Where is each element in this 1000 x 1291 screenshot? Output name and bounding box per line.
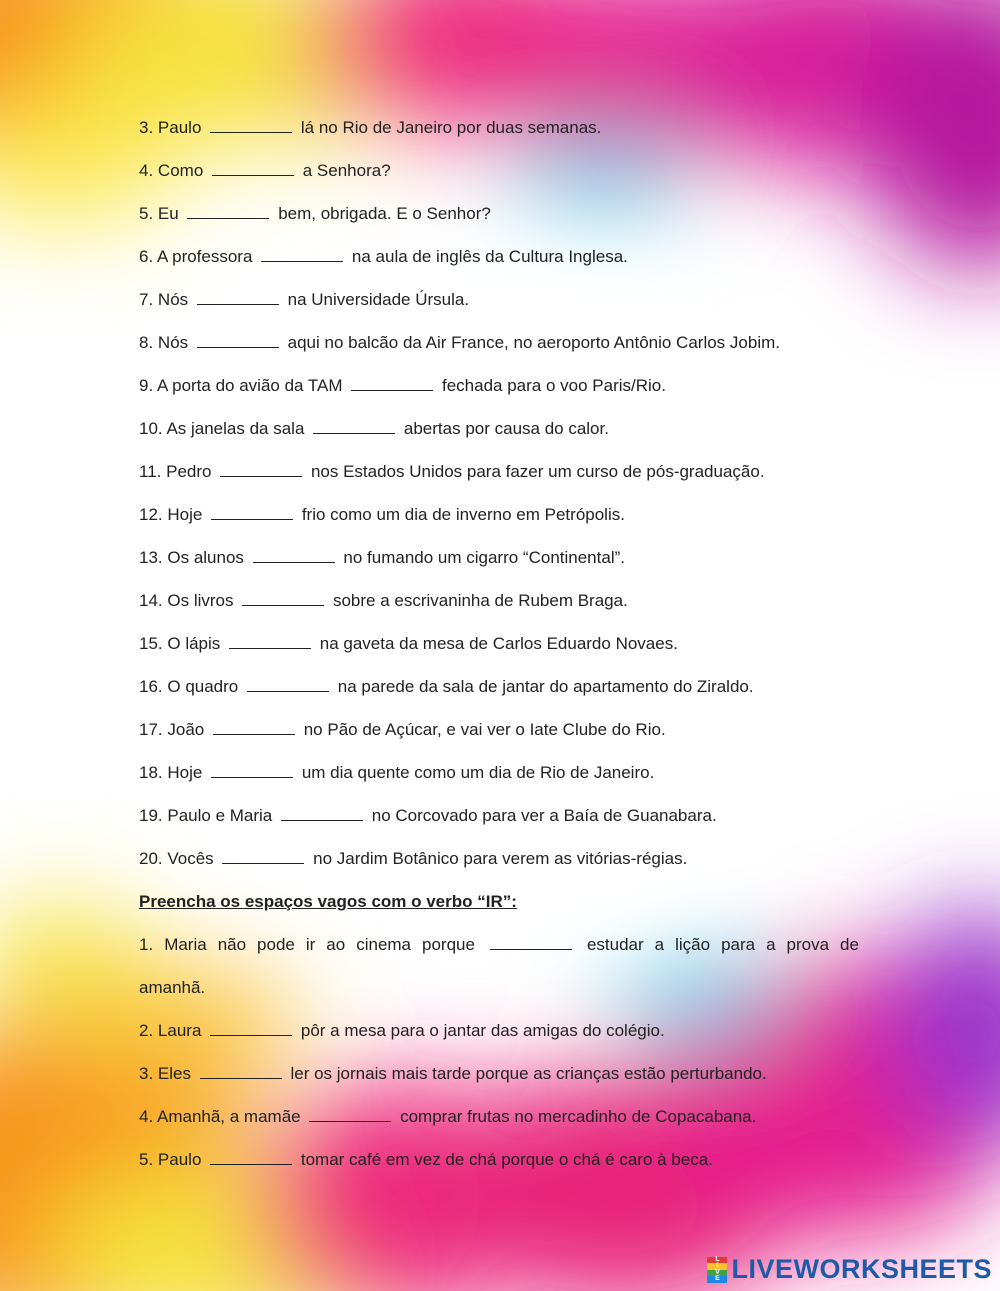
- question-text-before: Como: [157, 161, 204, 180]
- question-number: 5.: [139, 1150, 154, 1169]
- question-number: 8.: [139, 333, 154, 352]
- question-text-after: nos Estados Unidos para fazer um curso de pós-graduação.: [310, 462, 765, 481]
- question-text-after: no Jardim Botânico para verem as vitórias-régias.: [313, 849, 688, 868]
- question-number: 7.: [139, 290, 154, 309]
- question-text-after: tomar café em vez de chá porque o chá é caro à beca.: [300, 1150, 713, 1169]
- question-8: [139, 333, 780, 353]
- answer-blank[interactable]: [197, 290, 279, 305]
- question-text-after: aqui no balcão da Air France, no aeroporto Antônio Carlos Jobim.: [287, 333, 780, 352]
- question-text-before: As janelas da sala: [166, 419, 305, 438]
- question-number: 17.: [139, 720, 163, 739]
- question-text-after: lá no Rio de Janeiro por duas semanas.: [300, 118, 602, 137]
- question-text-before: O lápis: [167, 634, 221, 653]
- question-text-after: pôr a mesa para o jantar das amigas do colégio.: [300, 1021, 665, 1040]
- question-text-before: Hoje: [167, 505, 203, 524]
- question-number: 13.: [139, 548, 163, 567]
- question-14: [139, 591, 628, 611]
- ir-question-4: [139, 1107, 756, 1127]
- answer-blank[interactable]: [210, 1021, 292, 1036]
- question-text-after: a Senhora?: [302, 161, 391, 180]
- question-number: 11.: [139, 462, 162, 481]
- question-number: 4.: [139, 1107, 154, 1126]
- question-17: [139, 720, 666, 740]
- liveworksheets-logo-icon: [707, 1257, 727, 1283]
- question-6: [139, 247, 628, 267]
- ir-question-2: [139, 1021, 665, 1041]
- logo-letter: E: [707, 1276, 727, 1283]
- answer-blank[interactable]: [351, 376, 433, 391]
- question-text-after: sobre a escrivaninha de Rubem Braga.: [332, 591, 628, 610]
- answer-blank[interactable]: [222, 849, 304, 864]
- answer-blank[interactable]: [253, 548, 335, 563]
- answer-blank[interactable]: [229, 634, 311, 649]
- answer-blank[interactable]: [187, 204, 269, 219]
- question-text-after: na parede da sala de jantar do apartamento do Ziraldo.: [337, 677, 754, 696]
- question-text-before: Paulo e Maria: [167, 806, 273, 825]
- answer-blank[interactable]: [210, 118, 292, 133]
- answer-blank[interactable]: [309, 1107, 391, 1122]
- question-text-after: estudar a lição para a prova de: [586, 935, 859, 954]
- question-text-after: fechada para o voo Paris/Rio.: [442, 376, 666, 395]
- question-text-before: Hoje: [167, 763, 203, 782]
- answer-blank[interactable]: [247, 677, 329, 692]
- question-3: [139, 118, 601, 138]
- question-text-after: frio como um dia de inverno em Petrópolis.: [301, 505, 625, 524]
- answer-blank[interactable]: [210, 1150, 292, 1165]
- question-13: [139, 548, 625, 568]
- brand-name: LIVEWORKSHEETS: [731, 1254, 992, 1284]
- question-number: 9.: [139, 376, 154, 395]
- question-number: 3.: [139, 118, 154, 137]
- question-text-after: um dia quente como um dia de Rio de Janeiro.: [301, 763, 655, 782]
- question-16: [139, 677, 754, 697]
- question-text-before: Pedro: [166, 462, 212, 481]
- question-text-before: Os alunos: [167, 548, 244, 567]
- question-text-before: Vocês: [167, 849, 214, 868]
- section-heading: Preencha os espaços vagos com o verbo “IR”:: [139, 892, 517, 911]
- answer-blank[interactable]: [261, 247, 343, 262]
- question-text-after: comprar frutas no mercadinho de Copacabana.: [400, 1107, 757, 1126]
- question-text-before: Maria não pode ir ao cinema porque: [164, 935, 475, 954]
- question-text-before: Nós: [157, 290, 189, 309]
- question-number: 16.: [139, 677, 163, 696]
- ir-question-5: [139, 1150, 713, 1170]
- answer-blank[interactable]: [220, 462, 302, 477]
- question-number: 10.: [139, 419, 163, 438]
- ir-question-3: [139, 1064, 767, 1084]
- question-10: [139, 419, 609, 439]
- question-text-before: Amanhã, a mamãe: [156, 1107, 301, 1126]
- question-text-after: abertas por causa do calor.: [403, 419, 609, 438]
- question-text-before: Laura: [157, 1021, 202, 1040]
- question-text-before: Paulo: [157, 1150, 202, 1169]
- question-12: [139, 505, 625, 525]
- question-number: 1.: [139, 935, 154, 954]
- question-text-after: na Universidade Úrsula.: [287, 290, 470, 309]
- logo-letter: I: [707, 1263, 727, 1270]
- answer-blank[interactable]: [490, 935, 572, 950]
- answer-blank[interactable]: [281, 806, 363, 821]
- question-text-before: O quadro: [167, 677, 239, 696]
- ir-question-1-continuation: amanhã.: [139, 978, 206, 997]
- answer-blank[interactable]: [242, 591, 324, 606]
- question-4: [139, 161, 391, 181]
- question-text-after: no fumando um cigarro “Continental”.: [343, 548, 625, 567]
- answer-blank[interactable]: [200, 1064, 282, 1079]
- answer-blank[interactable]: [211, 763, 293, 778]
- question-text-after: na gaveta da mesa de Carlos Eduardo Novaes.: [319, 634, 678, 653]
- logo-letter: V: [707, 1270, 727, 1277]
- logo-letter: L: [707, 1257, 727, 1264]
- question-text-before: Paulo: [157, 118, 202, 137]
- question-15: [139, 634, 678, 654]
- question-text-before: A professora: [156, 247, 253, 266]
- answer-blank[interactable]: [197, 333, 279, 348]
- question-number: 2.: [139, 1021, 154, 1040]
- question-text-before: Eu: [157, 204, 179, 223]
- ir-question-1: [139, 935, 859, 955]
- question-20: [139, 849, 687, 869]
- answer-blank[interactable]: [313, 419, 395, 434]
- question-text-before: João: [167, 720, 205, 739]
- question-text-after: na aula de inglês da Cultura Inglesa.: [351, 247, 628, 266]
- question-text-before: Nós: [157, 333, 189, 352]
- question-text-after: no Pão de Açúcar, e vai ver o Iate Clube do Rio.: [303, 720, 666, 739]
- question-text-before: Eles: [157, 1064, 191, 1083]
- question-9: [139, 376, 666, 396]
- question-number: 19.: [139, 806, 163, 825]
- question-18: [139, 763, 654, 783]
- answer-blank[interactable]: [212, 161, 294, 176]
- question-text-after: ler os jornais mais tarde porque as crianças estão perturbando.: [290, 1064, 767, 1083]
- question-7: [139, 290, 469, 310]
- question-text-before: A porta do avião da TAM: [156, 376, 343, 395]
- liveworksheets-brand: [707, 1254, 992, 1285]
- question-number: 6.: [139, 247, 154, 266]
- question-number: 15.: [139, 634, 163, 653]
- question-text-after: bem, obrigada. E o Senhor?: [278, 204, 491, 223]
- question-19: [139, 806, 717, 826]
- question-11: [139, 462, 765, 482]
- question-number: 3.: [139, 1064, 154, 1083]
- question-number: 20.: [139, 849, 163, 868]
- question-number: 14.: [139, 591, 163, 610]
- question-number: 18.: [139, 763, 163, 782]
- question-number: 5.: [139, 204, 154, 223]
- question-5: [139, 204, 491, 224]
- question-number: 4.: [139, 161, 154, 180]
- question-text-before: Os livros: [167, 591, 234, 610]
- question-number: 12.: [139, 505, 163, 524]
- answer-blank[interactable]: [213, 720, 295, 735]
- answer-blank[interactable]: [211, 505, 293, 520]
- question-text-after: no Corcovado para ver a Baía de Guanabara.: [371, 806, 717, 825]
